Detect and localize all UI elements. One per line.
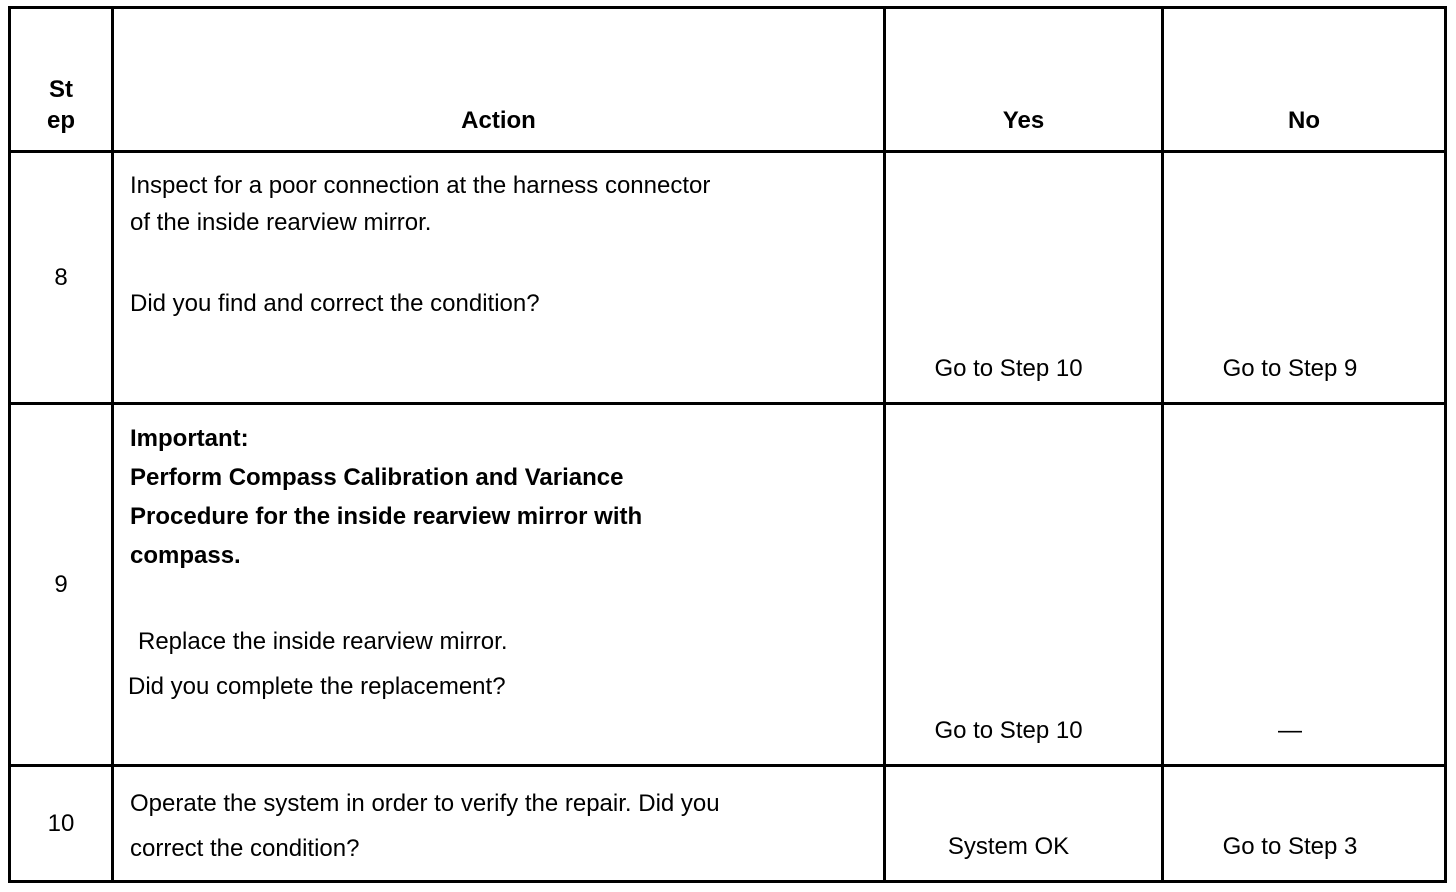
diagnostic-table xyxy=(8,6,1447,883)
action-cell xyxy=(113,404,885,766)
header-step xyxy=(10,8,113,152)
header-action: Action xyxy=(113,8,885,152)
step-number: 10 xyxy=(10,766,113,882)
yes-cell: Go to Step 10 xyxy=(885,404,1163,766)
step-number: 8 xyxy=(10,152,113,404)
important-note-line: compass. xyxy=(130,542,241,569)
table-row-step-10 xyxy=(10,766,1446,882)
important-label: Important: xyxy=(130,425,249,452)
header-step-line1: St xyxy=(49,75,73,103)
action-line: Inspect for a poor connection at the harness connector xyxy=(130,172,711,199)
important-note-line: Perform Compass Calibration and Variance xyxy=(130,464,624,491)
yes-cell: System OK xyxy=(885,766,1163,882)
step-number: 9 xyxy=(10,404,113,766)
no-cell: Go to Step 3 xyxy=(1163,766,1446,882)
table-row-step-9 xyxy=(10,404,1446,766)
action-line: correct the condition? xyxy=(130,835,360,862)
header-row xyxy=(10,8,1446,152)
action-cell xyxy=(113,152,885,404)
no-cell: — xyxy=(1163,404,1446,766)
action-line: Operate the system in order to verify the repair. Did you xyxy=(130,790,720,817)
header-no: No xyxy=(1163,8,1446,152)
action-question: Did you find and correct the condition? xyxy=(130,290,540,317)
action-line: Replace the inside rearview mirror. xyxy=(138,628,508,655)
header-yes: Yes xyxy=(885,8,1163,152)
important-note-line: Procedure for the inside rearview mirror with xyxy=(130,503,643,530)
no-cell: Go to Step 9 xyxy=(1163,152,1446,404)
table-row-step-8 xyxy=(10,152,1446,404)
yes-cell: Go to Step 10 xyxy=(885,152,1163,404)
header-step-line2: ep xyxy=(46,106,75,134)
action-question: Did you complete the replacement? xyxy=(128,673,506,700)
action-line: of the inside rearview mirror. xyxy=(130,209,432,236)
action-cell xyxy=(113,766,885,882)
